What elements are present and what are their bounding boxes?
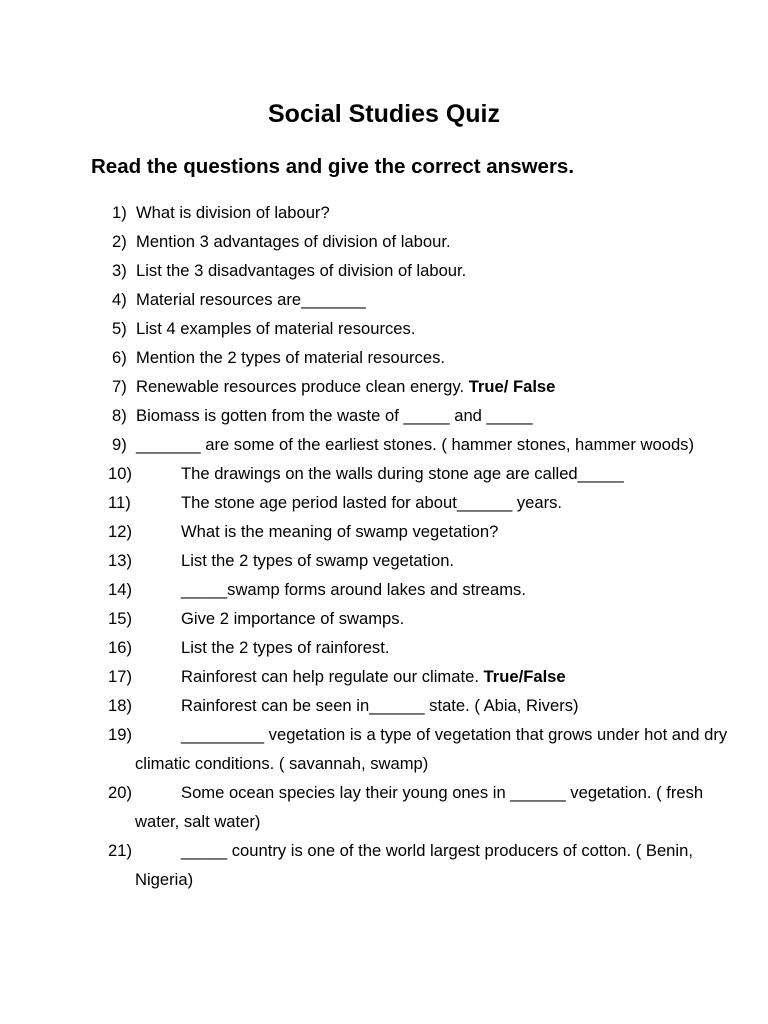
question-text-wrap	[136, 203, 330, 222]
question-item	[108, 314, 728, 343]
question-number: 10)	[108, 464, 132, 483]
question-number: 18)	[108, 696, 132, 715]
question-text-wrap	[135, 575, 728, 604]
question-text: _________ vegetation is a type of vegetation that grows under hot and dry climatic conditions. ( savannah, swamp)	[135, 725, 728, 773]
question-text: Rainforest can be seen in______ state. ( Abia, Rivers)	[181, 696, 579, 715]
question-text-wrap	[136, 290, 366, 309]
question-number: 9)	[112, 435, 127, 454]
question-text-wrap	[135, 633, 728, 662]
question-item	[108, 633, 728, 662]
question-number: 4)	[112, 290, 127, 309]
question-text: The stone age period lasted for about______ years.	[181, 493, 562, 512]
question-text: Mention 3 advantages of division of labour.	[136, 232, 451, 251]
question-number: 2)	[112, 232, 127, 251]
question-text-wrap	[135, 720, 728, 778]
question-text: Give 2 importance of swamps.	[181, 609, 405, 628]
question-text-wrap	[136, 348, 445, 367]
question-text: What is division of labour?	[136, 203, 330, 222]
question-number: 13)	[108, 551, 132, 570]
question-text-wrap	[135, 604, 728, 633]
question-text: Renewable resources produce clean energy.	[136, 377, 469, 396]
question-text: Mention the 2 types of material resources.	[136, 348, 445, 367]
question-text: Material resources are_______	[136, 290, 366, 309]
question-text: _____swamp forms around lakes and streams.	[181, 580, 526, 599]
question-item	[108, 372, 728, 401]
question-item	[108, 401, 728, 430]
question-number: 6)	[112, 348, 127, 367]
question-item	[108, 343, 728, 372]
question-text-wrap	[136, 377, 555, 396]
question-item	[108, 778, 728, 836]
question-number: 21)	[108, 841, 132, 860]
question-number: 12)	[108, 522, 132, 541]
question-number: 1)	[112, 203, 127, 222]
question-number: 16)	[108, 638, 132, 657]
question-item	[108, 285, 728, 314]
question-item	[108, 430, 728, 459]
question-text-wrap	[135, 517, 728, 546]
question-text: What is the meaning of swamp vegetation?	[181, 522, 499, 541]
true-false-option: True/ False	[468, 377, 556, 396]
question-text: _____ country is one of the world largest producers of cotton. ( Benin, Nigeria)	[135, 841, 693, 889]
question-text-wrap	[135, 778, 728, 836]
question-number: 14)	[108, 580, 132, 599]
question-text: List the 3 disadvantages of division of labour.	[136, 261, 467, 280]
question-number: 17)	[108, 667, 132, 686]
question-text: List the 2 types of swamp vegetation.	[181, 551, 455, 570]
question-number: 20)	[108, 783, 132, 802]
question-item	[108, 836, 728, 894]
question-item	[108, 227, 728, 256]
question-text: Some ocean species lay their young ones in ______ vegetation. ( fresh water, salt water)	[135, 783, 704, 831]
question-item	[108, 198, 728, 227]
question-item	[108, 517, 728, 546]
question-item	[108, 488, 728, 517]
question-number: 11)	[108, 493, 131, 512]
question-item	[108, 575, 728, 604]
question-number: 15)	[108, 609, 132, 628]
question-text-wrap	[136, 319, 415, 338]
question-text-wrap	[136, 261, 466, 280]
question-text: The drawings on the walls during stone age are called_____	[181, 464, 624, 483]
question-text: Biomass is gotten from the waste of _____ and _____	[136, 406, 533, 425]
question-number: 5)	[112, 319, 127, 338]
question-text: Rainforest can help regulate our climate.	[181, 667, 484, 686]
question-item	[108, 256, 728, 285]
question-item	[108, 662, 728, 691]
question-text-wrap	[135, 459, 728, 488]
question-item	[108, 691, 728, 720]
true-false-option: True/False	[483, 667, 566, 686]
question-text-wrap	[135, 546, 728, 575]
question-text-wrap	[136, 435, 694, 454]
question-text-wrap	[136, 232, 451, 251]
question-text-wrap	[135, 691, 728, 720]
question-list	[108, 198, 728, 894]
question-text: _______ are some of the earliest stones. ( hammer stones, hammer woods)	[136, 435, 695, 454]
question-item	[108, 604, 728, 633]
question-text-wrap	[136, 406, 533, 425]
question-text-wrap	[135, 488, 728, 517]
question-number: 7)	[112, 377, 127, 396]
question-number: 8)	[112, 406, 127, 425]
question-number: 3)	[112, 261, 127, 280]
question-item	[108, 720, 728, 778]
question-item	[108, 546, 728, 575]
question-item	[108, 459, 728, 488]
question-text: List the 2 types of rainforest.	[181, 638, 390, 657]
question-text: List 4 examples of material resources.	[136, 319, 416, 338]
question-text-wrap	[135, 662, 728, 691]
instructions: Read the questions and give the correct answers.	[91, 155, 575, 178]
page-title: Social Studies Quiz	[268, 100, 500, 128]
question-text-wrap	[135, 836, 728, 894]
question-number: 19)	[108, 725, 132, 744]
